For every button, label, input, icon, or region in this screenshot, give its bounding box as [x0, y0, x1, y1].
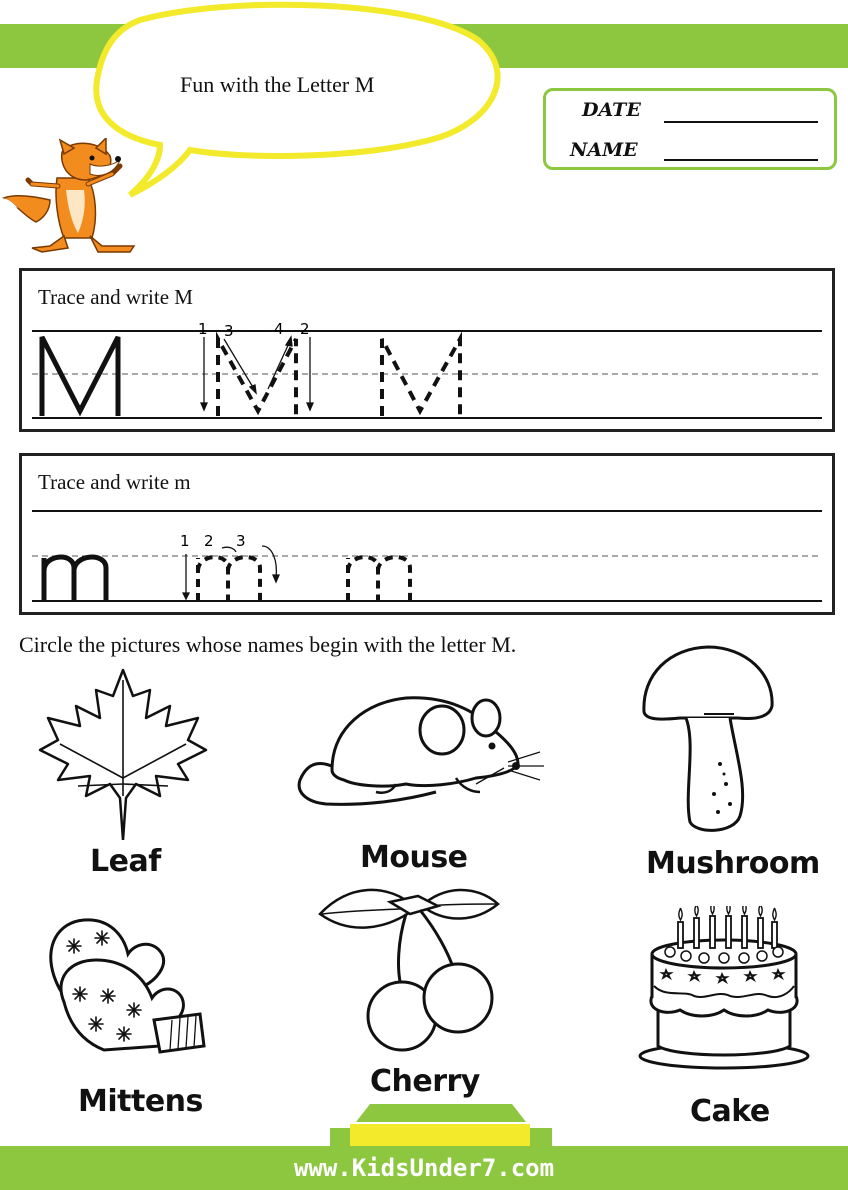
leaf-icon[interactable] [38, 668, 208, 840]
stroke-number: 3 [224, 322, 234, 340]
cake-icon[interactable] [636, 906, 812, 1070]
trace-uppercase-label: Trace and write M [38, 285, 193, 309]
stroke-number: 1 [198, 320, 208, 338]
date-name-box [543, 88, 837, 170]
stroke-number: 2 [300, 320, 310, 338]
stroke-number: 2 [204, 532, 214, 550]
trace-uppercase-panel [19, 268, 835, 432]
picture-label: Mittens [78, 1084, 203, 1119]
date-label: DATE [582, 99, 641, 121]
picture-label: Leaf [90, 844, 161, 879]
stroke-number: 1 [180, 532, 190, 550]
mouse-icon[interactable] [296, 688, 546, 816]
fox-mascot-icon [2, 138, 152, 256]
trace-lowercase-label: Trace and write m [38, 470, 191, 494]
name-label: NAME [570, 139, 638, 161]
instruction-text: Circle the pictures whose names begin with the letter M. [19, 632, 517, 657]
picture-label: Mushroom [646, 846, 820, 881]
trace-lowercase-panel [19, 453, 835, 615]
picture-label: Mouse [360, 840, 468, 875]
cherry-icon[interactable] [318, 880, 502, 1052]
picture-label: Cherry [370, 1064, 480, 1099]
name-field[interactable] [664, 159, 818, 161]
footer-website-link[interactable]: www.KidsUnder7.com [293, 1154, 555, 1182]
footer-ribbon [330, 1104, 552, 1148]
uppercase-handwriting-lines [22, 271, 832, 429]
stroke-number: 4 [274, 320, 284, 338]
date-field[interactable] [664, 121, 818, 123]
mittens-icon[interactable] [44, 916, 208, 1066]
stroke-number: 3 [236, 532, 246, 550]
worksheet-title: Fun with the Letter M [180, 72, 375, 97]
mushroom-icon[interactable] [640, 644, 776, 834]
picture-label: Cake [690, 1094, 770, 1129]
lowercase-handwriting-lines [22, 456, 832, 612]
